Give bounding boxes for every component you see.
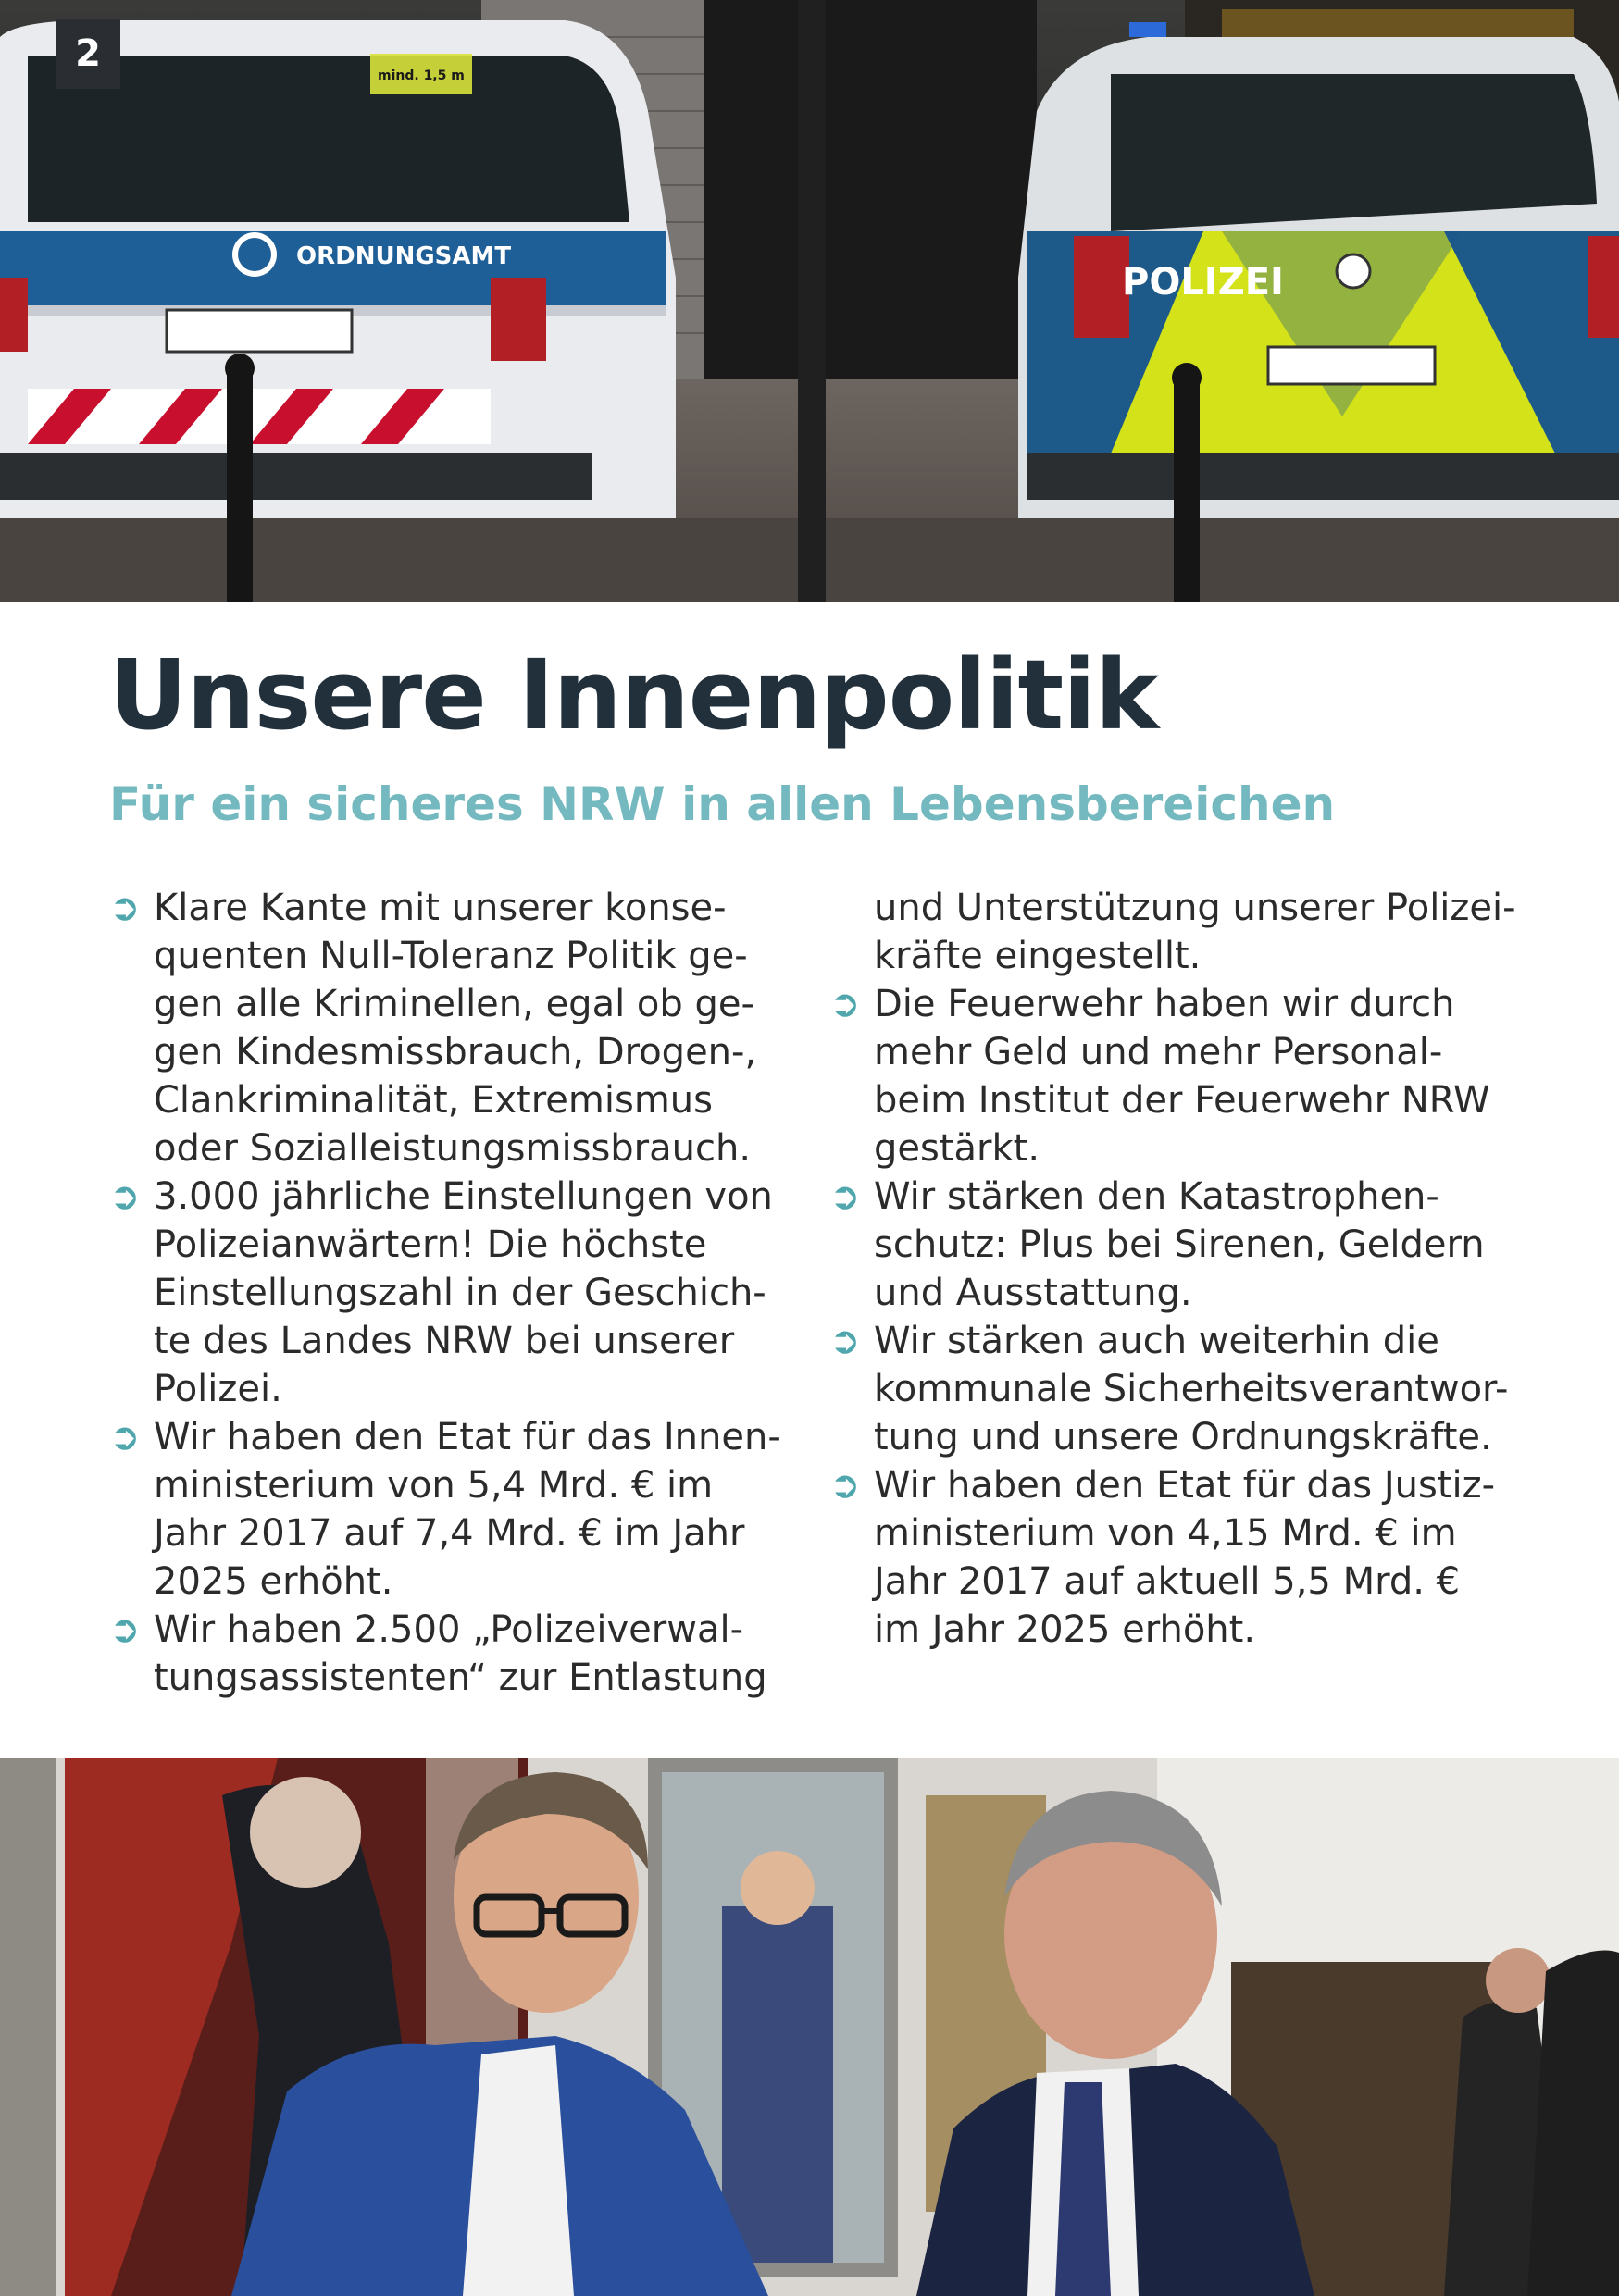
arrow-right-icon: ➲ bbox=[109, 887, 141, 929]
van-ordnungsamt-label: ORDNUNGSAMT bbox=[296, 242, 512, 270]
bullet-item bbox=[829, 1317, 1509, 1461]
bullet-line: kräfte eingestellt. bbox=[874, 935, 1202, 977]
bullet-line: Die Feuerwehr haben wir durch bbox=[874, 983, 1455, 1025]
page-number: 2 bbox=[56, 19, 120, 89]
bullet-item bbox=[829, 1461, 1496, 1654]
bullet-line: kommunale Sicherheitsverantwor- bbox=[874, 1368, 1509, 1410]
bullet-line: Jahr 2017 auf aktuell 5,5 Mrd. € bbox=[874, 1560, 1461, 1603]
bullet-line: gestärkt. bbox=[874, 1127, 1040, 1170]
page-subtitle: Für ein sicheres NRW in allen Lebensbereichen bbox=[109, 777, 1336, 831]
right-column bbox=[829, 884, 1516, 1654]
arrow-right-icon: ➲ bbox=[109, 1416, 141, 1458]
bullet-line: im Jahr 2025 erhöht. bbox=[874, 1608, 1256, 1651]
bullet-item bbox=[829, 1173, 1496, 1317]
bullet-line: Jahr 2017 auf 7,4 Mrd. € im Jahr bbox=[154, 1512, 745, 1555]
bullet-line: tung und unsere Ordnungskräfte. bbox=[874, 1416, 1492, 1458]
bullet-item bbox=[109, 1413, 781, 1606]
van-ordnungsamt bbox=[0, 20, 676, 518]
arrow-right-icon: ➲ bbox=[829, 1464, 861, 1507]
bullet-item bbox=[109, 1606, 776, 1702]
arrow-right-icon: ➲ bbox=[829, 1320, 861, 1362]
bullet-line: Einstellungszahl in der Geschich- bbox=[154, 1272, 766, 1314]
bullet-line: Wir stärken den Katastrophen- bbox=[874, 1175, 1439, 1218]
bullet-line: 3.000 jährliche Einstellungen von bbox=[154, 1175, 773, 1218]
bullet-line: Wir haben den Etat für das Innen- bbox=[154, 1416, 781, 1458]
bullet-line: 2025 erhöht. bbox=[154, 1560, 393, 1603]
bullet-line: Wir stärken auch weiterhin die bbox=[874, 1320, 1439, 1362]
arrow-right-icon: ➲ bbox=[109, 1608, 141, 1651]
bullet-line: Polizeianwärtern! Die höchste bbox=[154, 1223, 707, 1266]
bullet-line: schutz: Plus bei Sirenen, Geldern bbox=[874, 1223, 1485, 1266]
bullet-line: Wir haben den Etat für das Justiz- bbox=[874, 1464, 1496, 1507]
bullet-line: Klare Kante mit unserer konse- bbox=[154, 887, 727, 929]
arrow-right-icon: ➲ bbox=[829, 1175, 861, 1218]
bullet-line: Wir haben 2.500 „Polizeiverwal- bbox=[154, 1608, 744, 1651]
bullet-line: te des Landes NRW bei unserer bbox=[154, 1320, 735, 1362]
arrow-right-icon: ➲ bbox=[109, 1175, 141, 1218]
bullet-line: gen alle Kriminellen, egal ob ge- bbox=[154, 983, 754, 1025]
bullet-line: und Unterstützung unserer Polizei- bbox=[874, 887, 1516, 929]
bullet-item bbox=[109, 884, 776, 1173]
bullet-line: beim Institut der Feuerwehr NRW bbox=[874, 1079, 1490, 1122]
page-title: Unsere Innenpolitik bbox=[109, 639, 1159, 751]
bullet-line: Clankriminalität, Extremismus bbox=[154, 1079, 713, 1122]
bullet-line: ministerium von 5,4 Mrd. € im bbox=[154, 1464, 714, 1507]
bullet-line: quenten Null-Toleranz Politik ge- bbox=[154, 935, 748, 977]
bullet-item bbox=[829, 980, 1496, 1173]
van-polizei bbox=[1018, 22, 1619, 518]
distance-sticker-text: mind. 1,5 m bbox=[378, 68, 465, 83]
left-column bbox=[109, 884, 781, 1702]
van-polizei-label: POLIZEI bbox=[1122, 261, 1284, 304]
bottom-photo-politicians bbox=[0, 1758, 1619, 2296]
bullet-line: mehr Geld und mehr Personal- bbox=[874, 1031, 1443, 1074]
bullet-line: gen Kindesmissbrauch, Drogen-, bbox=[154, 1031, 757, 1074]
bullet-item bbox=[109, 1173, 776, 1413]
bullet-line: oder Sozialleistungsmissbrauch. bbox=[154, 1127, 752, 1170]
bullet-line: und Ausstattung. bbox=[874, 1272, 1192, 1314]
bullet-line: Polizei. bbox=[154, 1368, 282, 1410]
arrow-right-icon: ➲ bbox=[829, 983, 861, 1025]
bullet-line: tungsassistenten“ zur Entlastung bbox=[154, 1657, 767, 1699]
top-photo-vans bbox=[0, 0, 1619, 602]
bullet-continuation bbox=[829, 884, 1516, 980]
bullet-line: ministerium von 4,15 Mrd. € im bbox=[874, 1512, 1457, 1555]
